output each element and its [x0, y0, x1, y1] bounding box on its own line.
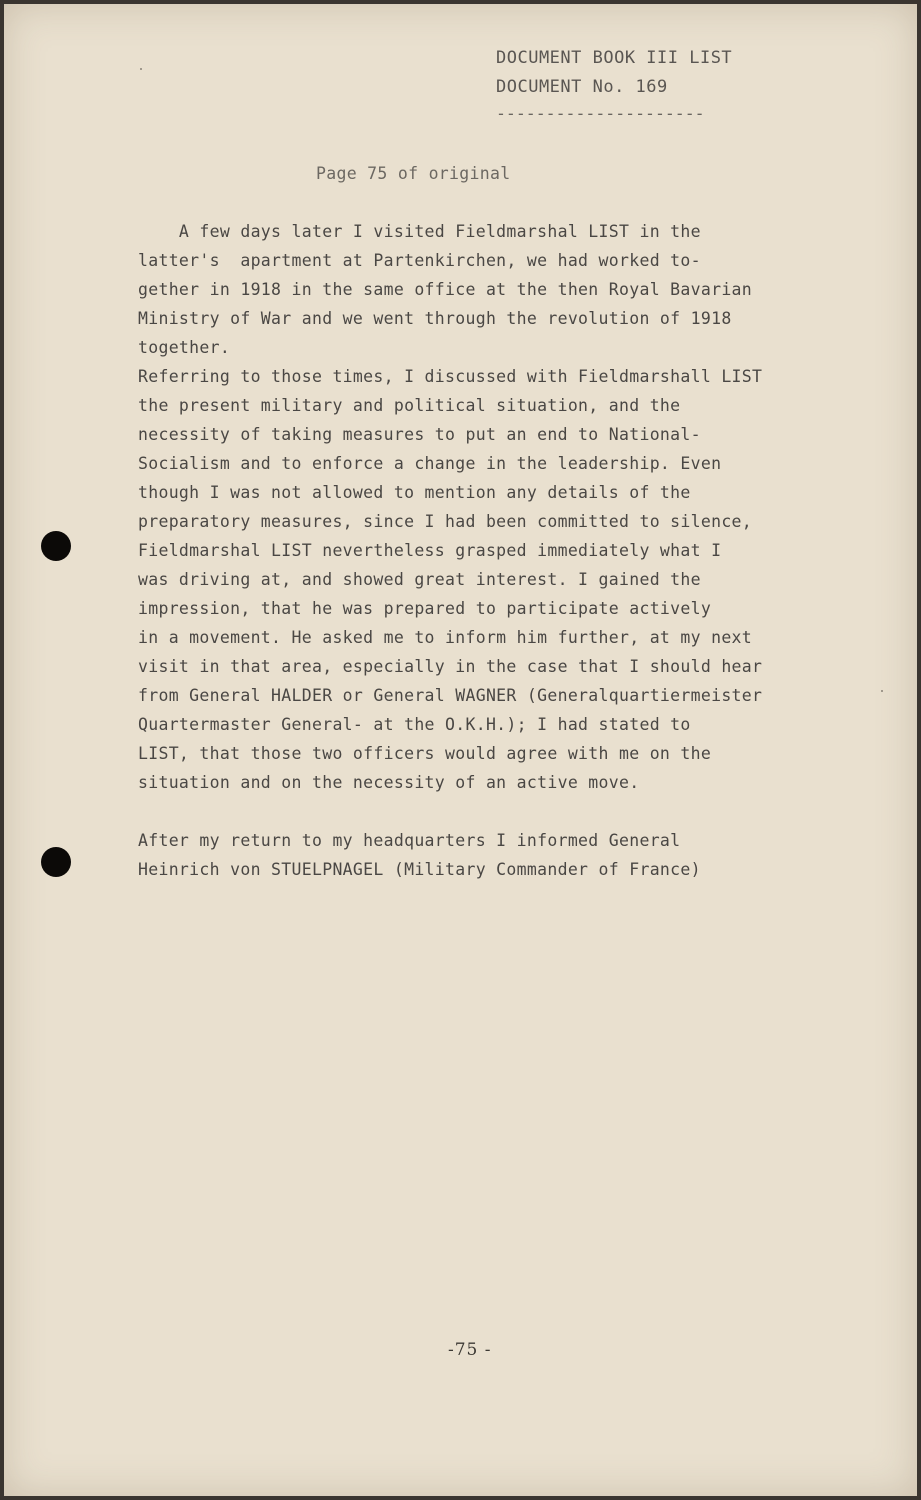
paragraph-line: situation and on the necessity of an active move. — [138, 773, 640, 792]
paragraph-line: A few days later I visited Fieldmarshal LIST in the — [138, 222, 701, 241]
paragraph-line: latter's apartment at Partenkirchen, we had worked to- — [138, 251, 701, 270]
punch-hole — [41, 531, 71, 561]
page-folio: -75 - — [448, 1340, 492, 1360]
header-rule: --------------------- — [496, 104, 705, 123]
document-book-title: DOCUMENT BOOK III LIST — [496, 48, 733, 68]
paragraph-line: together. — [138, 338, 231, 357]
paragraph-line: Ministry of War and we went through the revolution of 1918 — [138, 309, 732, 328]
paragraph-line: gether in 1918 in the same office at the then Royal Bavarian — [138, 280, 753, 299]
paragraph-line: was driving at, and showed great interest. I gained the — [138, 570, 701, 589]
document-number: DOCUMENT No. 169 — [496, 77, 668, 97]
paragraph-line: the present military and political situation, and the — [138, 396, 681, 415]
punch-hole — [41, 847, 71, 877]
paragraph-line: in a movement. He asked me to inform him further, at my next — [138, 628, 753, 647]
paragraph-line: though I was not allowed to mention any details of the — [138, 483, 691, 502]
paragraph-line: LIST, that those two officers would agree with me on the — [138, 744, 712, 763]
paragraph-line: Quartermaster General- at the O.K.H.); I had stated to — [138, 715, 691, 734]
paragraph-line: from General HALDER or General WAGNER (Generalquartiermeister — [138, 686, 763, 705]
original-page-reference: Page 75 of original — [316, 164, 511, 183]
paragraph-line: Socialism and to enforce a change in the leadership. Even — [138, 454, 722, 473]
paper-speck — [881, 690, 883, 692]
document-page — [4, 4, 917, 1496]
paragraph-line: impression, that he was prepared to participate actively — [138, 599, 712, 618]
paper-speck — [140, 68, 142, 70]
paragraph-line: Fieldmarshal LIST nevertheless grasped immediately what I — [138, 541, 722, 560]
paragraph-line: preparatory measures, since I had been committed to silence, — [138, 512, 753, 531]
paragraph-line: After my return to my headquarters I informed General — [138, 831, 681, 850]
paragraph-line: visit in that area, especially in the case that I should hear — [138, 657, 763, 676]
paragraph-line: necessity of taking measures to put an end to National- — [138, 425, 701, 444]
paragraph-line: Referring to those times, I discussed with Fieldmarshall LIST — [138, 367, 763, 386]
paragraph-line: Heinrich von STUELPNAGEL (Military Commander of France) — [138, 860, 701, 879]
